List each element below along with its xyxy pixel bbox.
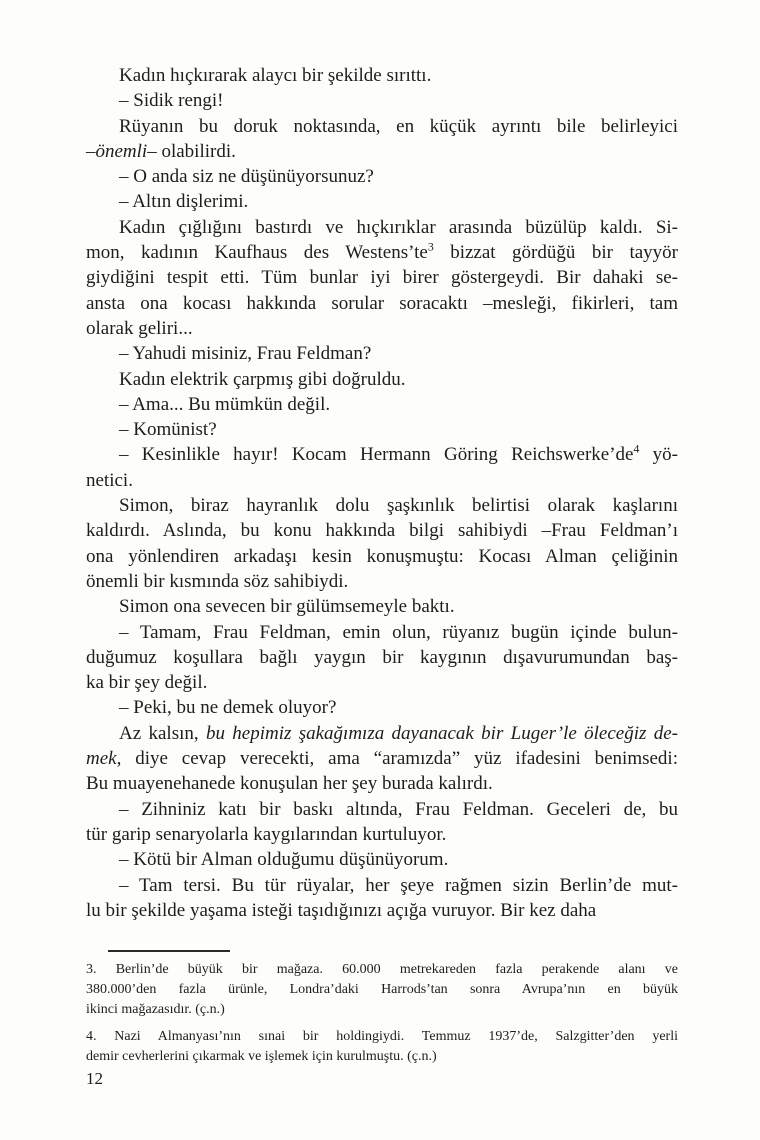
text-line: – Kesinlikle hayır! Kocam Hermann Göring $Reichswerke’de^4$ yö-: [119, 443, 678, 466]
text-line: lu bir şekilde yaşama isteği taşıdığınızı açığa vuruyor. Bir kez daha: [86, 899, 597, 921]
footnotes-list: [86, 960, 678, 1067]
text-line: Kadın çığlığını bastırdı ve hıçkırıklar arasında büzülüp kaldı. Si-: [119, 216, 678, 238]
paragraph: [86, 88, 678, 113]
text-line: –önemli– olabilirdi.: [86, 140, 236, 162]
paragraph: [86, 493, 678, 594]
paragraph: [86, 594, 678, 619]
footnote-separator: [108, 950, 230, 952]
footnote: [86, 960, 678, 1020]
paragraph: [86, 721, 678, 797]
text-line: 3. Berlin’de büyük bir mağaza. 60.000 metrekareden fazla perakende alanı ve: [86, 962, 678, 977]
text-line: giydiğini tespit etti. Tüm bunlar iyi birer göstergeydi. Bir dahaki se-: [86, 267, 678, 289]
text-line: – O anda siz ne düşünüyorsunuz?: [119, 166, 374, 188]
text-line: ona yönlendiren arkadaşı kesin konuşmuştu: Kocası Alman çeliğinin: [86, 545, 678, 567]
text-line: Simon, biraz hayranlık dolu şaşkınlık belirtisi olarak kaşlarını: [119, 495, 678, 517]
text-line: – Tamam, Frau Feldman, emin olun, rüyanız bugün içinde bulun-: [119, 621, 678, 643]
text-line: Az kalsın, bu hepimiz şakağımıza dayanacak bir Luger’le öleceğiz de-: [119, 722, 678, 744]
text-line: – Altın dişlerimi.: [119, 191, 249, 213]
paragraph: [86, 873, 678, 924]
text-line: Kadın elektrik çarpmış gibi doğruldu.: [119, 368, 406, 390]
text-line: – Komünist?: [119, 419, 217, 441]
text-line: mon, kadının Kaufhaus des $Westens’te^3$ bizzat gördüğü bir tayyör: [86, 240, 678, 264]
paragraph: [86, 620, 678, 696]
text-line: – Ama... Bu mümkün değil.: [119, 393, 331, 415]
text-line: Simon ona sevecen bir gülümsemeyle baktı.: [119, 596, 455, 618]
body-text: [86, 63, 678, 923]
paragraph: [86, 164, 678, 189]
paragraph: [86, 442, 678, 493]
text-line: netici.: [86, 469, 133, 491]
text-line: – Yahudi misiniz, Frau Feldman?: [119, 343, 372, 365]
text-line: 4. Nazi Almanyası’nın sınai bir holdingiydi. Temmuz 1937’de, Salzgitter’den yerli: [86, 1029, 678, 1044]
paragraph: [86, 189, 678, 214]
paragraph: [86, 63, 678, 88]
text-line: Rüyanın bu doruk noktasında, en küçük ayrıntı bile belirleyici: [119, 115, 678, 137]
text-line: duğumuz koşullara bağlı yaygın bir kaygının dışavurumundan baş-: [86, 646, 678, 668]
text-line: önemli bir kısmında söz sahibiydi.: [86, 570, 349, 592]
footnote-paragraph: [86, 1027, 678, 1067]
text-line: tür garip senaryolarla kaygılarından kurtuluyor.: [86, 823, 447, 845]
text-line: 380.000’den fazla ürünle, Londra’daki Harrods’tan sonra Avrupa’nın en büyük: [86, 982, 678, 997]
text-line: – Zihniniz katı bir baskı altında, Frau Feldman. Geceleri de, bu: [119, 798, 678, 820]
footnote: [86, 1027, 678, 1067]
footnotes-section: [86, 950, 678, 1074]
text-line: demir cevherlerini çıkarmak ve işlemek için kurulmuştu. (ç.n.): [86, 1049, 437, 1064]
text-line: Kadın hıçkırarak alaycı bir şekilde sırıttı.: [119, 65, 432, 86]
paragraph: [86, 392, 678, 417]
text-line: kaldırdı. Aslında, bu konu hakkında bilgi sahibiydi –Frau Feldman’ı: [86, 520, 678, 542]
paragraph: [86, 417, 678, 442]
text-line: Bu muayenehanede konuşulan her şey burada kalırdı.: [86, 773, 493, 795]
footnote-paragraph: [86, 960, 678, 1020]
paragraph: [86, 367, 678, 392]
paragraph: [86, 114, 678, 165]
text-line: – Kötü bir Alman olduğumu düşünüyorum.: [119, 849, 449, 871]
paragraph: [86, 847, 678, 872]
text-line: ikinci mağazasıdır. (ç.n.): [86, 1002, 225, 1017]
text-line: ansta ona kocası hakkında sorular soracaktı –mesleği, fikirleri, tam: [86, 292, 678, 314]
text-line: mek, diye cevap verecekti, ama “aramızda” yüz ifadesini benimsedi:: [86, 748, 678, 770]
text-line: – Sidik rengi!: [119, 90, 224, 112]
paragraph: [86, 797, 678, 848]
text-line: – Peki, bu ne demek oluyor?: [119, 697, 337, 719]
text-line: – Tam tersi. Bu tür rüyalar, her şeye rağmen sizin Berlin’de mut-: [119, 874, 678, 896]
paragraph: [86, 341, 678, 366]
paragraph: [86, 695, 678, 720]
page-number: 12: [86, 1069, 103, 1088]
text-line: ka bir şey değil.: [86, 672, 208, 694]
text-line: olarak geliri...: [86, 317, 193, 339]
paragraph: [86, 215, 678, 341]
